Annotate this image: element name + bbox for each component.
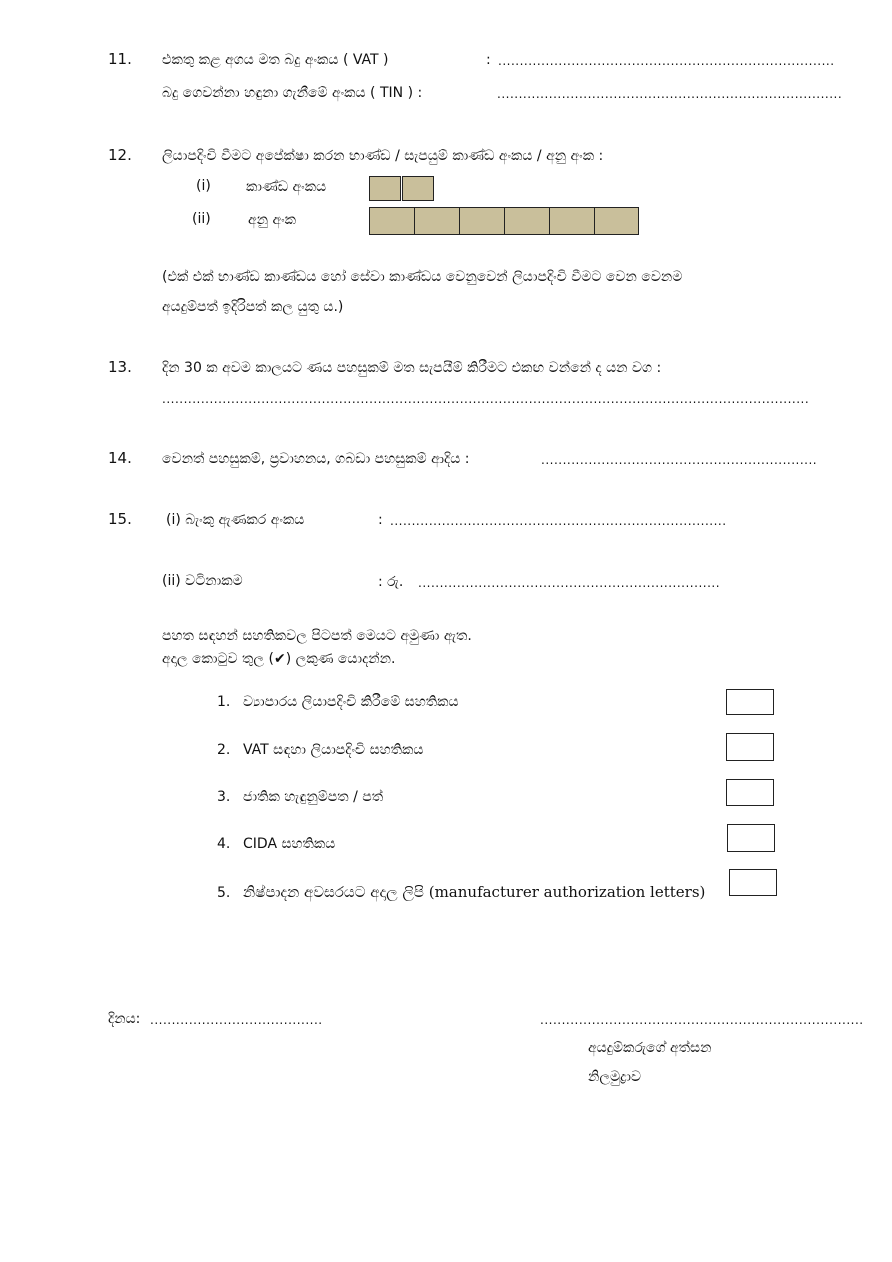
item-14-label: වෙනත් පහසුකම්, ප්‍රවාහනය, ගබඩා පහසුකම් ආදිය : <box>162 451 470 467</box>
sub-number-box-1[interactable] <box>369 207 415 235</box>
vat-field[interactable]: .............................................................................. <box>498 54 835 68</box>
official-seal-label: නිලමුද්‍රාව <box>588 1069 642 1085</box>
item-12-note-line-2: අයදුම්පත් ඉදිරිපත් කල යුතු ය.) <box>162 299 344 315</box>
item-13-number: 13. <box>108 358 132 376</box>
item-15-number: 15. <box>108 510 132 528</box>
attachment-2-label: VAT සඳහා ලියාපදිංචි සහතිකය <box>243 742 424 758</box>
attachment-1-checkbox[interactable] <box>726 689 774 715</box>
bank-guarantee-label: (i) බැංකු ඇණකර අංකය <box>166 512 305 528</box>
category-numeral: (i) <box>196 178 211 194</box>
vat-separator: : <box>486 52 491 68</box>
sub-number-box-2[interactable] <box>414 207 460 235</box>
item-13-label: දින 30 ක අවම කාලයට ණය පහසුකම් මත සැපයීම් කිරීමට එකඟ වන්නේ ද යන වග : <box>162 360 662 376</box>
bank-guarantee-separator: : <box>378 512 383 528</box>
category-label: කාණ්ඩ අංකය <box>246 179 327 195</box>
signature-field[interactable]: ........................................................................... <box>540 1013 864 1027</box>
attachment-4-number: 4. <box>217 836 231 852</box>
bank-guarantee-field[interactable]: .............................................................................. <box>390 514 727 528</box>
date-label: දිනය: <box>108 1011 141 1027</box>
tin-label: බදු ගෙවන්නා හඳුනා ගැනීමේ අංකය ( TIN ) : <box>162 85 423 101</box>
attachments-intro-line-2: අදාල කොටුව තුල (✔) ලකුණ යොදන්න. <box>162 651 396 667</box>
attachment-5-label: නිෂ්පාදන අවසරයට අදාල ලිපි (manufacturer authorization letters) <box>243 883 706 901</box>
sub-number-box-3[interactable] <box>459 207 505 235</box>
item-12-number: 12. <box>108 146 132 164</box>
attachment-3-checkbox[interactable] <box>726 779 774 806</box>
tin-field[interactable]: ................................................................................ <box>497 87 843 101</box>
sub-number-box-4[interactable] <box>504 207 550 235</box>
category-box-1[interactable] <box>369 176 401 201</box>
attachment-1-number: 1. <box>217 694 231 710</box>
value-label: (ii) වටිනාකම <box>162 573 243 589</box>
item-14-field[interactable]: ................................................................ <box>541 453 818 467</box>
attachment-2-number: 2. <box>217 742 231 758</box>
attachment-4-checkbox[interactable] <box>727 824 775 852</box>
item-12-note-line-1: (එක් එක් භාණ්ඩ කාණ්ඩය හෝ සේවා කාණ්ඩය වෙනුවෙන් ලියාපදිංචි වීමට වෙන වෙනම <box>162 269 683 285</box>
item-11-number: 11. <box>108 50 132 68</box>
attachment-5-checkbox[interactable] <box>729 869 777 896</box>
signature-label: අයදුම්කරුගේ අත්සන <box>588 1040 712 1056</box>
item-12-label: ලියාපදිංචි වීමට අපේක්ෂා කරන භාණ්ඩ / සැපයුම් කාණ්ඩ අංකය / අනු අංක : <box>162 148 604 164</box>
sub-number-label: අනු අංක <box>248 212 296 228</box>
attachment-3-label: ජාතික හැඳුනුම්පත / පත් <box>243 789 384 805</box>
category-box-2[interactable] <box>402 176 434 201</box>
attachment-4-label: CIDA සහතිකය <box>243 836 336 852</box>
sub-number-numeral: (ii) <box>192 211 211 227</box>
attachment-5-number: 5. <box>217 885 231 901</box>
item-14-number: 14. <box>108 449 132 467</box>
item-13-field[interactable]: ...................................................................................................................................................... <box>162 392 810 406</box>
attachment-3-number: 3. <box>217 789 231 805</box>
attachment-2-checkbox[interactable] <box>726 733 774 761</box>
attachments-intro-line-1: පහත සඳහන් සහතිකවල පිටපත් මෙයට අමුණා ඇත. <box>162 628 472 644</box>
vat-label: එකතු කළ අගය මත බදු අංකය ( VAT ) <box>162 52 389 68</box>
attachment-1-label: ව්‍යාපාරය ලියාපදිංචි කිරීමේ සහතිකය <box>243 694 459 710</box>
sub-number-box-5[interactable] <box>549 207 595 235</box>
value-field[interactable]: ...................................................................... <box>418 576 721 590</box>
value-separator: : රු. <box>378 574 404 590</box>
sub-number-box-6[interactable] <box>594 207 639 235</box>
date-field[interactable]: ........................................ <box>150 1013 323 1027</box>
